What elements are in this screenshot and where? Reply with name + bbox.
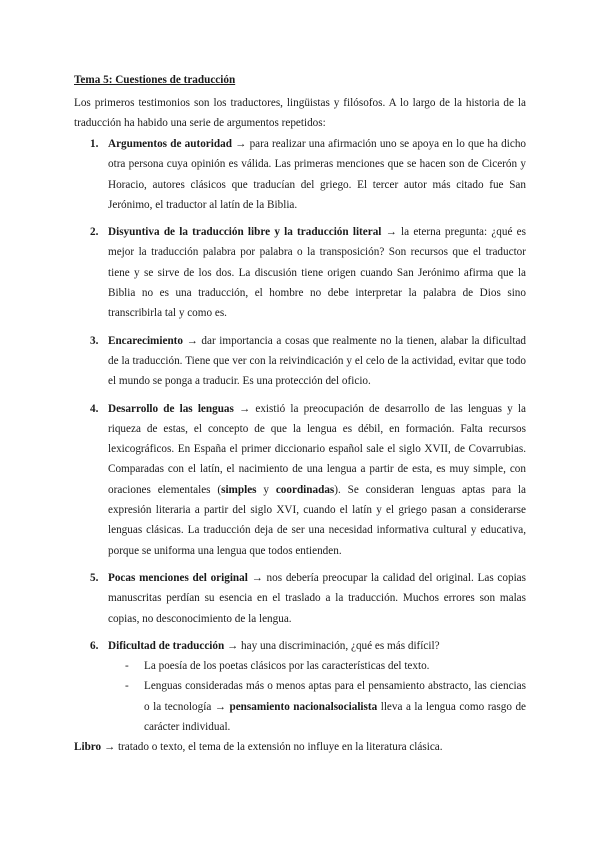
- intro-paragraph: Los primeros testimonios son los traductores, lingüistas y filósofos. A lo largo de la historia de la traducción ha habido una serie de argumentos repetidos:: [74, 97, 526, 130]
- item-number: 3.: [90, 334, 99, 347]
- list-item: [90, 222, 526, 323]
- sub-list-item: [108, 676, 526, 737]
- sub-item-text-continued: lleva a la lengua como rasgo de carácter individual.: [144, 700, 527, 734]
- list-item: [90, 331, 527, 392]
- bold-term-coordinadas: coordinadas: [275, 483, 335, 496]
- list-item: [90, 399, 527, 561]
- item-heading: Pocas menciones del original: [108, 571, 248, 584]
- item-text: → la eterna pregunta: ¿qué es mejor la traducción palabra por palabra o la transposición? Son recursos que el traductor tiene y se sirve de los dos. La discusión tiene origen cuando San Jerónimo afirma que la Biblia no es una traducción, el hombre no debe interpretar la palabra de Dios sino transcribirla tal y como es.: [108, 226, 526, 320]
- bold-term-nacionalsocialista: → pensamiento nacionalsocialista: [214, 700, 378, 713]
- sub-item-text: Lenguas consideradas más o menos aptas para el pensamiento abstracto, las ciencias o la tecnología: [144, 680, 526, 713]
- closing-term: Libro: [74, 741, 102, 753]
- item-heading: Encarecimiento: [108, 334, 183, 347]
- item-number: 6.: [90, 639, 99, 652]
- argument-list: [90, 134, 527, 744]
- item-number: 1.: [90, 138, 99, 150]
- item-number: 5.: [90, 571, 99, 584]
- list-item: [90, 134, 527, 215]
- item-text: → nos debería preocupar la calidad del original. Las copias manuscritas perdían su esencia en el traslado a la traducción. Muchos errores son malas copias, no desconocimiento de la lengua.: [108, 571, 526, 625]
- dash-bullet: -: [125, 680, 129, 693]
- item-text: → hay una discriminación, ¿qué es más difícil?: [227, 639, 440, 652]
- sub-item-text: La poesía de los poetas clásicos por las características del texto.: [144, 660, 430, 673]
- item-text: → para realizar una afirmación uno se apoya en lo que ha dicho otra persona cuya opinión es válida. Las primeras menciones que se hacen son de Cicerón y Horacio, autores clásicos que traducían del griego. El tercer autor más citado fue San Jerónimo, el traductor al latín de la Biblia.: [108, 138, 527, 211]
- item-text-continued: ). Se consideran lenguas aptas para la expresión literaria a partir del siglo XVI, cuando el latín y el griego pasan a considerarse lenguas clásicas. La traducción deja de ser una necesidad informativa cultural y educativa, porque se uniforma una lengua que todos entienden.: [108, 483, 527, 557]
- item-heading: Dificultad de traducción: [108, 639, 225, 652]
- closing-paragraph: [74, 737, 526, 757]
- item-number: 2.: [90, 226, 99, 239]
- item-text: → dar importancia a cosas que realmente no la tienen, alabar la dificultad de la traducción. Tiene que ver con la reivindicación y el celo de la actividad, evitar que todo el mundo se ponga a traducir. Es una protección del oficio.: [108, 334, 527, 388]
- list-item: [90, 568, 526, 629]
- closing-text: → tratado o texto, el tema de la extensión no influye en la literatura clásica.: [101, 741, 443, 753]
- item-heading: Argumentos de autoridad: [108, 138, 232, 150]
- dash-bullet: -: [125, 660, 129, 673]
- bold-term-simples: simples: [221, 483, 257, 496]
- document-title: Tema 5: Cuestiones de traducción: [74, 74, 236, 86]
- item-heading: Disyuntiva de la traducción libre y la traducción literal: [108, 226, 382, 239]
- item-text-conjunction: y: [256, 483, 276, 496]
- item-heading: Desarrollo de las lenguas: [108, 402, 234, 415]
- item-number: 4.: [90, 402, 99, 415]
- item-text: → existió la preocupación de desarrollo de las lenguas y la riqueza de estas, el concepto de que la lengua es débil, en formación. Falta recursos lexicográficos. En España el primer diccionario español sale el siglo XVII, de Covarrubias. Comparadas con el latín, el nacimiento de una lengua a partir de esta, es muy simple, con oraciones elementales (: [108, 402, 526, 496]
- sub-list: [108, 656, 526, 737]
- sub-list-item: [108, 656, 526, 676]
- list-item: [90, 636, 527, 737]
